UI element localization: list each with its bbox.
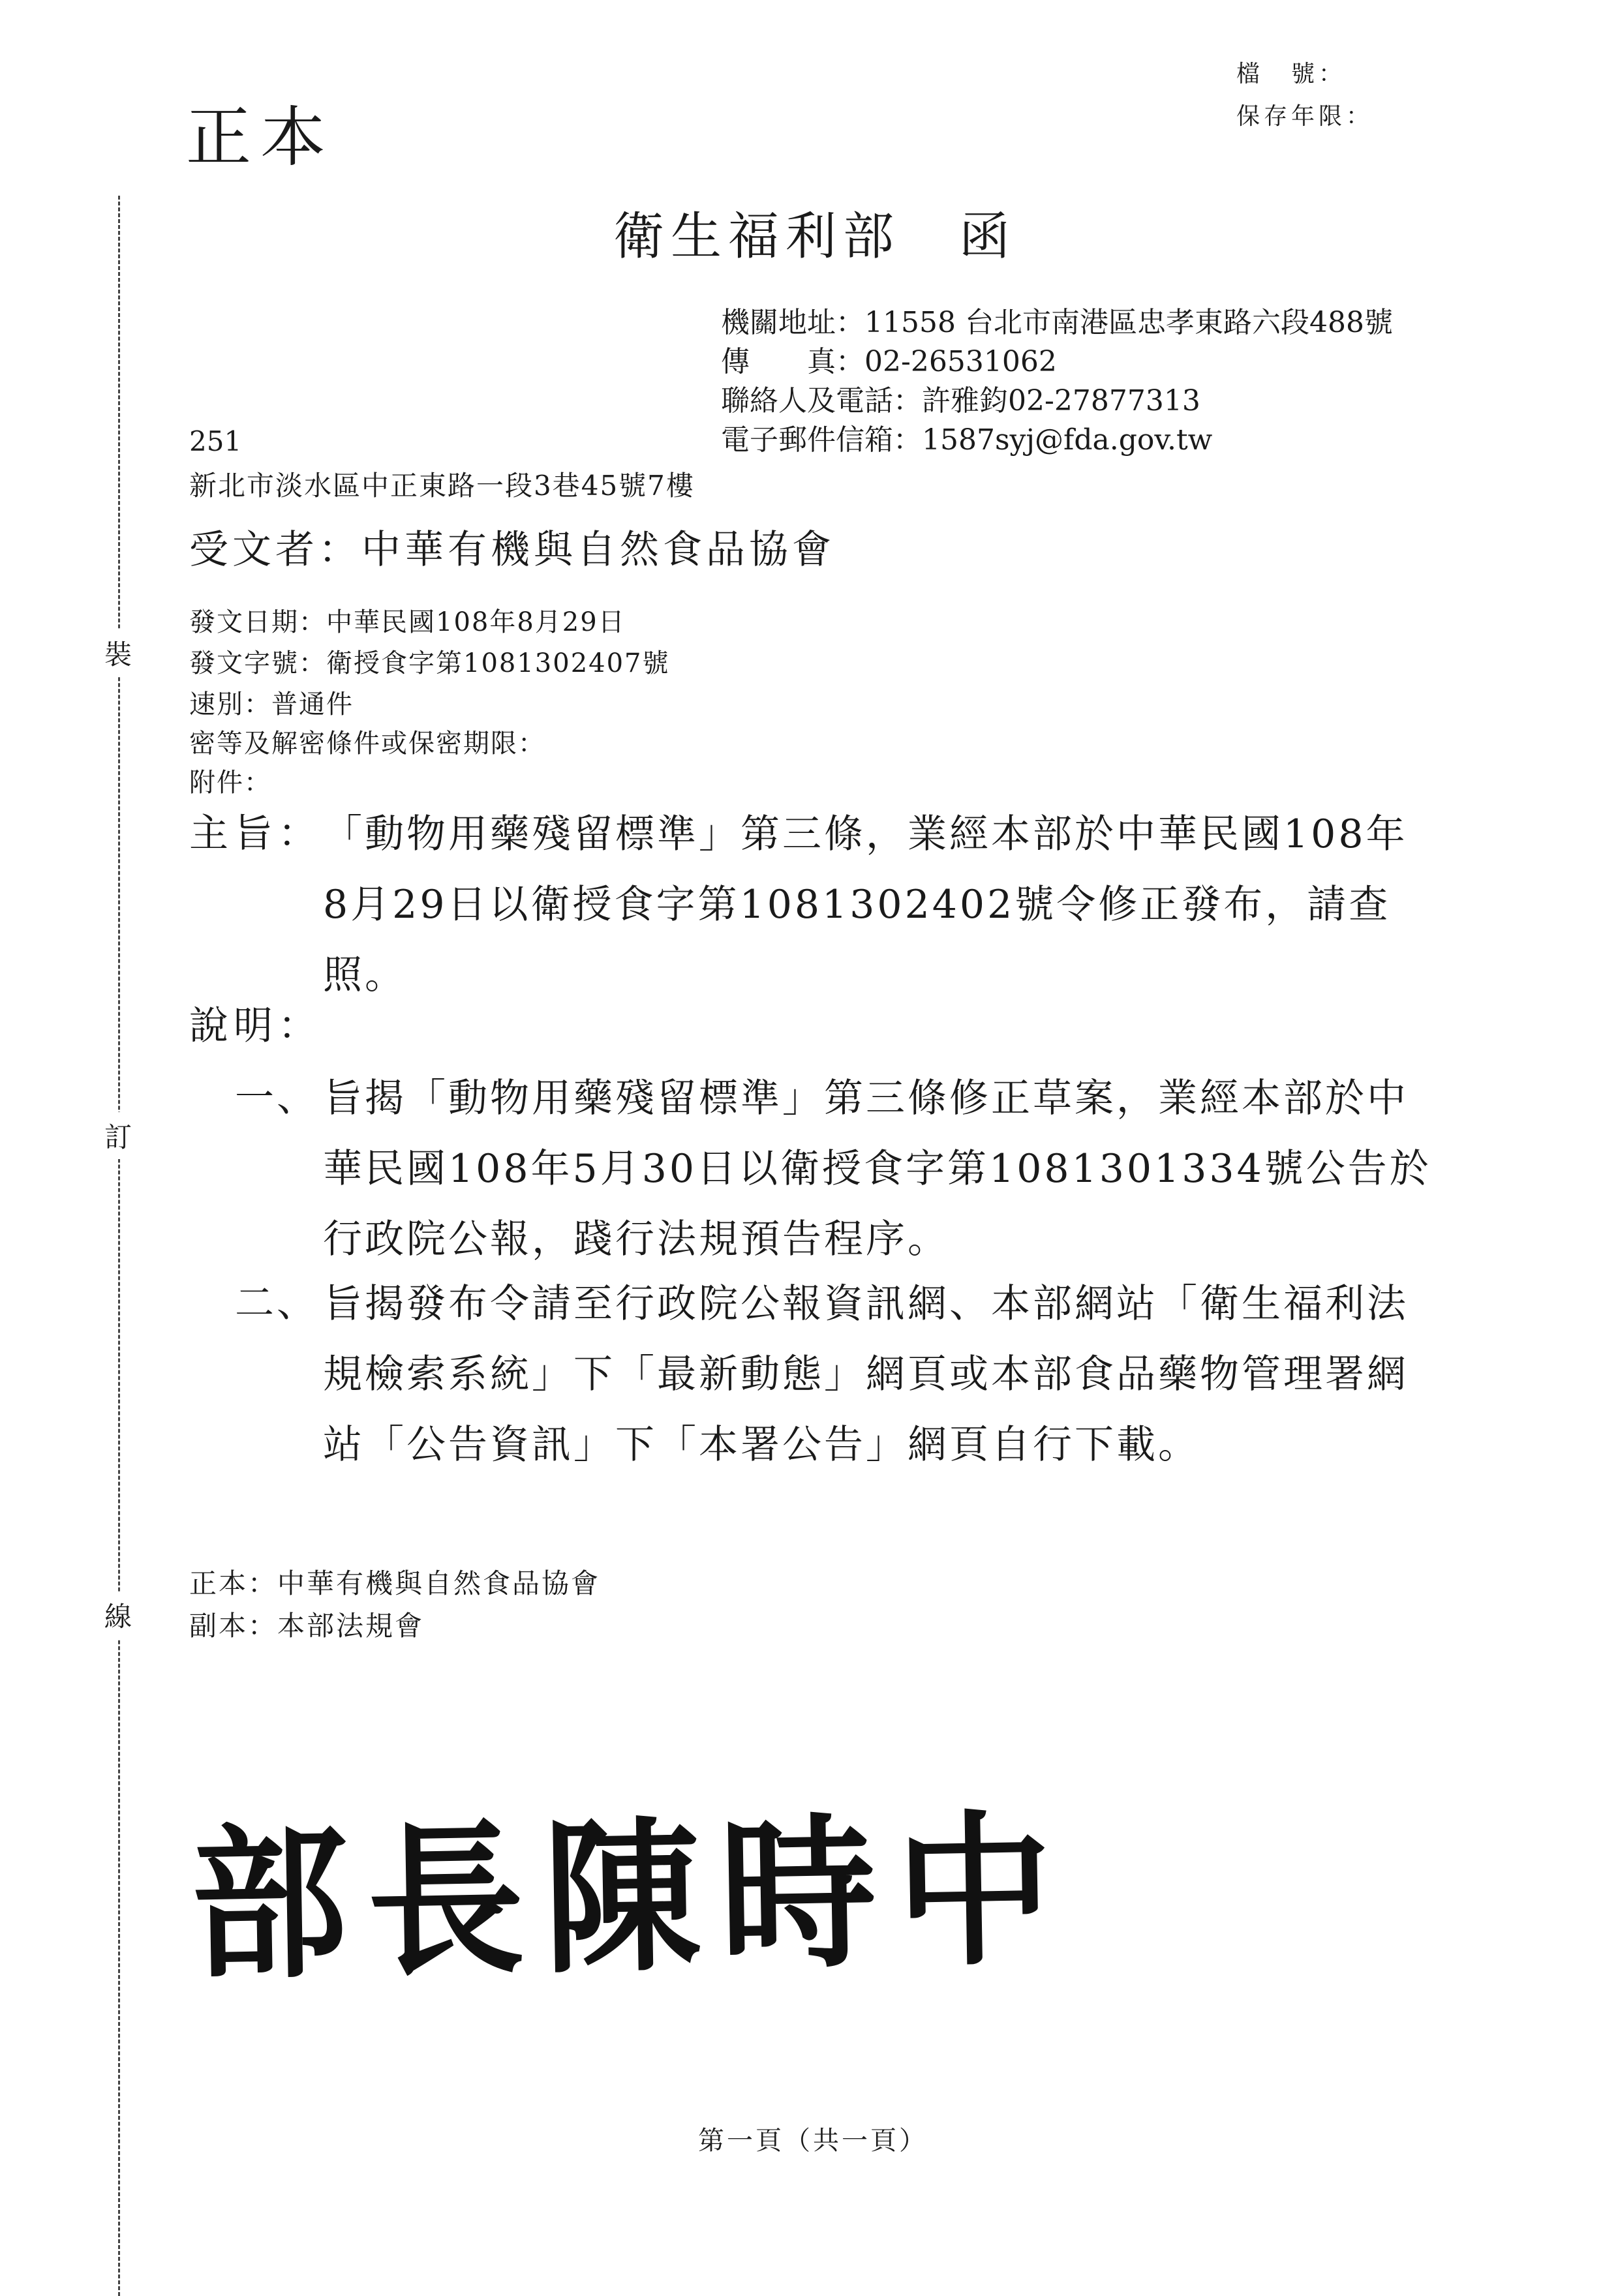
recipient-address: 新北市淡水區中正東路一段3巷45號7樓: [189, 470, 695, 502]
agency-name: 衛生福利部: [613, 207, 901, 266]
attachments: 附件：: [189, 768, 271, 798]
binding-mark-bind: 裝: [104, 629, 132, 676]
explanation-item-number: 一、: [235, 1075, 318, 1121]
binding-line: [118, 196, 120, 2296]
file-number-label: 檔 號：: [1236, 61, 1347, 87]
secrecy-level: 密等及解密條件或保密期限：: [189, 729, 545, 759]
original-recipient: 正本：中華有機與自然食品協會: [189, 1567, 601, 1599]
subject-text: 「動物用藥殘留標準」第三條，業經本部於中華民國108年8月29日以衛授食字第1081302402號令修正發布，請查照。: [323, 811, 1408, 998]
document-title: [613, 196, 1016, 269]
copy-recipient: 副本：本部法規會: [189, 1610, 425, 1642]
issue-date: 發文日期：中華民國108年8月29日: [189, 607, 626, 637]
explanation-item-number: 二、: [235, 1280, 318, 1326]
page-number: 第一頁（共一頁）: [698, 2126, 928, 2156]
recipient-postal-code: 251: [189, 425, 242, 457]
recipient: 受文者：中華有機與自然食品協會: [189, 527, 835, 573]
contact-person: 聯絡人及電話：許雅鈞02-27877313: [721, 384, 1200, 417]
explanation-item-text: 旨揭「動物用藥殘留標準」第三條修正草案，業經本部於中華民國108年5月30日以衛授食字第1081301334號公告於行政院公報，踐行法規預告程序。: [323, 1076, 1431, 1262]
document-kind: 函: [959, 207, 1017, 266]
contact-email: 電子郵件信箱：1587syj@fda.gov.tw: [721, 423, 1213, 457]
explanation-label: 說明：: [189, 1003, 322, 1049]
agency-fax: 傳 真：02-26531062: [721, 345, 1057, 378]
document-number: 發文字號：衛授食字第1081302407號: [189, 648, 670, 678]
minister-signature: 部長陳時中: [189, 1792, 1074, 2002]
copy-type-stamp: 正本: [186, 99, 335, 175]
binding-mark-line: 線: [104, 1592, 132, 1639]
explanation-item-text: 旨揭發布令請至行政院公報資訊網、本部網站「衛生福利法規檢索系統」下「最新動態」網頁或本部食品藥物管理署網站「公告資訊」下「本署公告」網頁自行下載。: [323, 1281, 1409, 1468]
agency-address: 機關地址：11558 台北市南港區忠孝東路六段488號: [721, 306, 1393, 339]
subject-label: 主旨：: [189, 811, 322, 856]
delivery-speed: 速別：普通件: [189, 689, 354, 719]
retention-period-label: 保存年限：: [1236, 103, 1374, 130]
binding-mark-staple: 訂: [104, 1112, 132, 1159]
